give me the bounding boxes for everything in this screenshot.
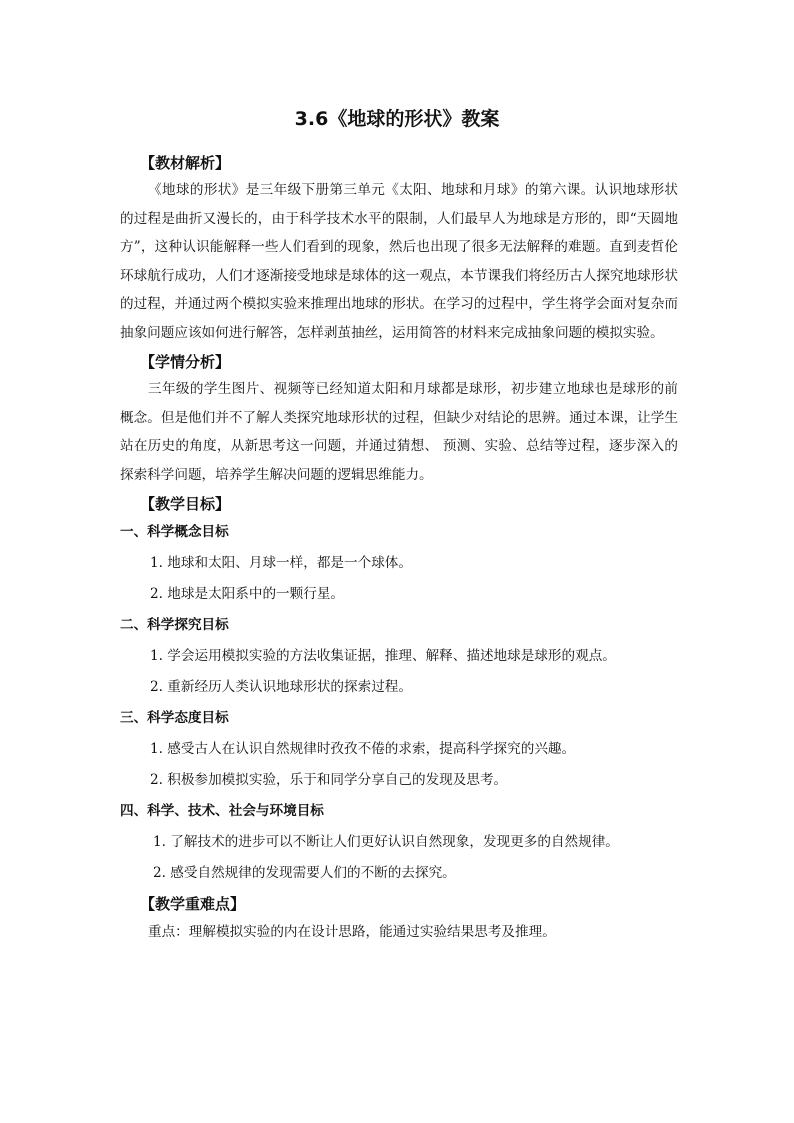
- section-heading-keypoints: 【教学重难点】: [140, 895, 246, 913]
- goal-group-title: 一、科学概念目标: [120, 524, 229, 540]
- goal-group-title: 二、科学探究目标: [120, 617, 229, 633]
- analysis-paragraph: 《地球的形状》是三年级下册第三单元《太阳、地球和月球》的第六课。认识地球形状的过程是曲折又漫长的，由于科学技术水平的限制，人们最早人为地球是方形的，即“天圆地方”，这种认识能解释一些人们看到的现象，然后也出现了很多无法解释的难题。直到麦哲伦环球航行成功，人们才逐渐接受地球是球体的这一观点，本节课我们将经历古人探究地球形状的过程，并通过两个模拟实验来推理出地球的形状。在学习的过程中，学生将学会面对复杂而抽象问题应该如何进行解答，怎样剥茧抽丝，运用简答的材料来完成抽象问题的模拟实验。: [120, 182, 678, 341]
- section-heading-goals: 【教学目标】: [140, 495, 231, 513]
- document-body: [120, 148, 678, 948]
- goal-item: 1. 感受古人在认识自然规律时孜孜不倦的求索，提高科学探究的兴趣。: [150, 741, 576, 757]
- goal-item: 1. 学会运用模拟实验的方法收集证据，推理、解释、描述地球是球形的观点。: [150, 648, 616, 664]
- goal-item: 2. 积极参加模拟实验，乐于和同学分享自己的发现及思考。: [150, 772, 508, 788]
- keypoints-text: 重点：理解模拟实验的内在设计思路，能通过实验结果思考及推理。: [148, 924, 556, 940]
- goal-item: 1. 地球和太阳、月球一样，都是一个球体。: [150, 555, 412, 571]
- goal-item: 2. 地球是太阳系中的一颗行星。: [150, 586, 345, 602]
- goal-item: 2. 重新经历人类认识地球形状的探索过程。: [150, 679, 412, 695]
- goal-group-title: 四、科学、技术、社会与环境目标: [120, 803, 324, 819]
- students-paragraph: 三年级的学生图片、视频等已经知道太阳和月球都是球形，初步建立地球也是球形的前概念。但是他们并不了解人类探究地球形状的过程，但缺少对结论的思辨。通过本课，让学生站在历史的角度，从新思考这一问题，并通过猜想、 预测、实验、总结等过程，逐步深入的探索科学问题，培养学生解决问题的逻辑思维能力。: [120, 381, 678, 483]
- goal-group-title: 三、科学态度目标: [120, 710, 229, 726]
- goal-item: 1. 了解技术的进步可以不断让人们更好认识自然现象，发现更多的自然规律。: [153, 834, 619, 850]
- page-title: 3.6《地球的形状》教案: [294, 108, 500, 130]
- section-heading-students: 【学情分析】: [140, 353, 231, 371]
- section-heading-analysis: 【教材解析】: [140, 154, 231, 172]
- goal-item: 2. 感受自然规律的发现需要人们的不断的去探究。: [153, 865, 456, 881]
